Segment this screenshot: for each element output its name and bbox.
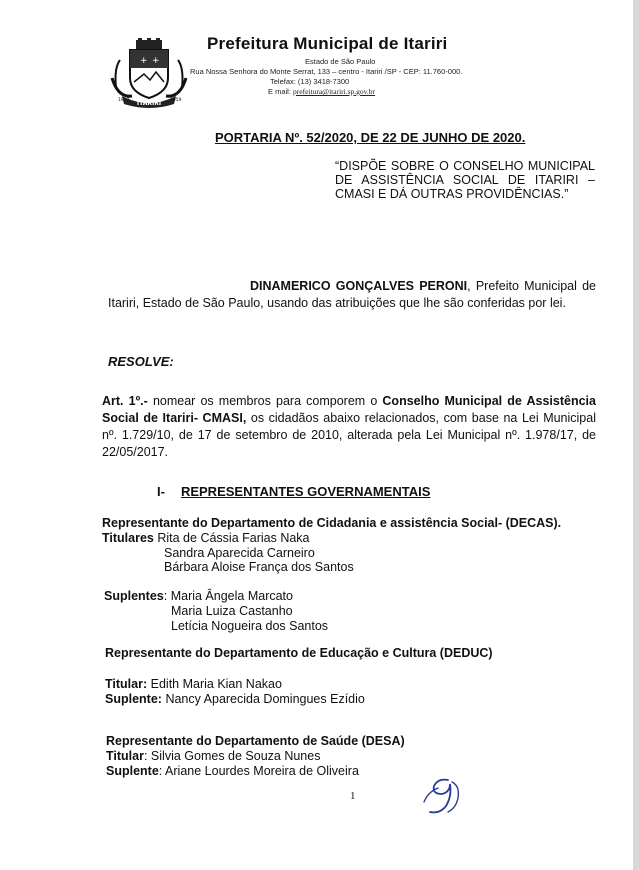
section-title: REPRESENTANTES GOVERNAMENTAIS [180, 484, 431, 499]
desa-suplente-line [106, 764, 359, 778]
desa-titular: : Silvia Gomes de Souza Nunes [143, 749, 321, 763]
deduc-titular-label: Titular: [105, 677, 148, 691]
portaria-title: PORTARIA Nº. 52/2020, DE 22 DE JUNHO DE 2020. [215, 130, 526, 145]
deduc-suplente-label: Suplente: [105, 692, 162, 706]
email-link[interactable]: prefeitura@itariri.sp.gov.br [293, 87, 376, 96]
decas-suplente-3: Letícia Nogueira dos Santos [171, 619, 329, 633]
desa-titular-line [106, 749, 320, 763]
phone-line: Telefax: (13) 3418-7300 [270, 77, 350, 86]
article-text-2: os cidadãos abaixo relacionados, com base na Lei Municipal nº. 1.729/10, de 17 de setembro de 2010, alterada pela Lei Municipal nº. 1.978/17, de 22/05/2017. [102, 411, 596, 459]
intro-text: , Prefeito Municipal de Itariri, Estado de São Paulo, usando das atribuições que lhe são conferidas por lei. [108, 279, 597, 310]
institution-name: Prefeitura Municipal de Itariri [207, 34, 448, 53]
email-prefix: E mail: [268, 87, 291, 96]
deduc-suplente-line [105, 692, 365, 706]
decas-suplente-1: Maria Ângela Marcato [170, 589, 293, 603]
svg-text:+: + [140, 56, 148, 66]
decas-suplentes-label: Suplentes [104, 589, 164, 603]
deduc-titular: Edith Maria Kian Nakao [150, 677, 282, 691]
article-council-name: Conselho Municipal de Assistência Social de Itariri- CMASI, [102, 394, 596, 425]
deduc-titular-line [105, 677, 282, 691]
intro-paragraph [108, 278, 596, 312]
desa-title: Representante do Departamento de Saúde (DESA) [106, 734, 405, 748]
page-number: 1 [350, 790, 356, 802]
section-number: I- [157, 484, 165, 499]
resolve-heading: RESOLVE: [108, 354, 174, 369]
address-line: Rua Nossa Senhora do Monte Serrat, 133 – centro - Itariri /SP - CEP: 11.760-000. [190, 67, 463, 76]
desa-suplente-label: Suplente [106, 764, 159, 778]
mayor-name: DINAMERICO GONÇALVES PERONI [250, 279, 468, 293]
decas-title: Representante do Departamento de Cidadania e assistência Social- (DECAS). [102, 516, 562, 530]
crest-year-left: 1912 [118, 98, 130, 103]
decas-suplente-2: Maria Luiza Castanho [171, 604, 293, 618]
desa-suplente: : Ariane Lourdes Moreira de Oliveira [158, 764, 359, 778]
ementa-text: “DISPÕE SOBRE O CONSELHO MUNICIPAL DE ASSISTÊNCIA SOCIAL DE ITARIRI – CMASI E DÁ OUTRAS PROVIDÊNCIAS.” [335, 159, 595, 201]
desa-titular-label: Titular [106, 749, 144, 763]
svg-text:+: + [152, 56, 160, 66]
article-label: Art. 1º.- [102, 394, 148, 408]
article-1 [102, 393, 596, 461]
deduc-title: Representante do Departamento de Educação e Cultura (DEDUC) [105, 646, 493, 660]
municipal-crest-logo [108, 38, 190, 108]
decas-titulares-label: Titulares [102, 531, 154, 545]
decas-suplente-line-1: Suplentes: Maria Ângela Marcato [104, 589, 293, 603]
article-text-1: nomear os membros para comporem o [147, 394, 383, 408]
state-line: Estado de São Paulo [305, 57, 376, 66]
decas-titular-line-1 [102, 531, 310, 545]
decas-titular-2: Sandra Aparecida Carneiro [164, 546, 315, 560]
email-line [268, 87, 375, 96]
deduc-suplente: Nancy Aparecida Domingues Ezídio [165, 692, 365, 706]
page-edge-shadow [633, 0, 639, 870]
crest-banner-text: ITARIRI [136, 100, 162, 107]
section-heading [157, 484, 430, 499]
crest-year-right: 1959 [170, 98, 182, 103]
decas-titular-3: Bárbara Aloise França dos Santos [164, 560, 354, 574]
decas-titular-1: Rita de Cássia Farias Naka [157, 531, 310, 545]
handwritten-initials-signature [418, 772, 468, 818]
